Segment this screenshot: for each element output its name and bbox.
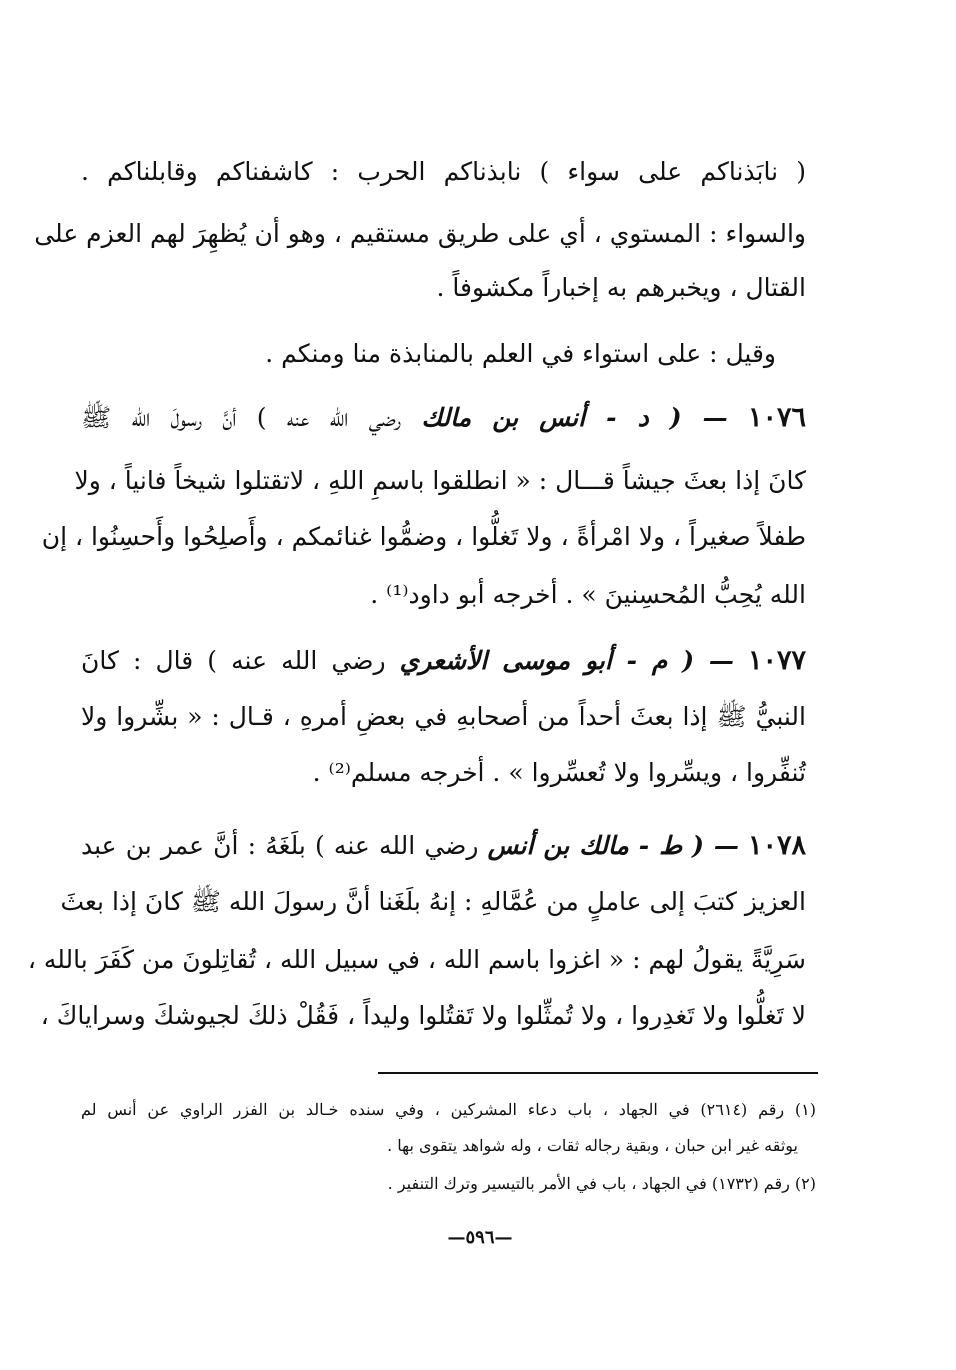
footnote-separator <box>378 1072 818 1074</box>
hadith-1076-line-3: الله يُحِبُّ المُحسِنينَ » . أخرجه أبو داود⁽¹⁾ . <box>370 580 806 609</box>
footnote-1-continued: يوثقه غير ابن حبان ، وبقية رجاله ثقات ، وله شواهد يتقوى بها . <box>387 1136 798 1155</box>
body-line-3: القتال ، ويخبرهم به إخباراً مكشوفاً . <box>436 273 806 302</box>
hadith-number: ١٠٧٧ <box>747 645 806 676</box>
body-line-2: والسواء : المستوي ، أي على طريق مستقيم ، وهو أن يُظهِرَ لهم العزم على <box>34 219 806 248</box>
hadith-text: رضي الله عنه ) قال : كانَ <box>81 646 386 675</box>
body-line-1: ( نابَذناكم على سواء ) نابذناكم الحرب : كاشفناكم وقابلناكم . <box>81 157 806 186</box>
hadith-1077-line-1: النبيُّ ﷺ إذا بعثَ أحداً من أصحابهِ في بعضِ أمرهِ ، قـال : « بشِّروا ولا <box>81 702 806 731</box>
hadith-1078-line-2: سَرِيَّةً يقولُ لهم : « اغزوا باسم الله ، في سبيل الله ، تُقاتِلونَ من كَفَرَ بالله ، <box>27 945 806 974</box>
hadith-source: — ( م - أبو موسى الأشعري <box>399 646 734 675</box>
hadith-1078-line-1: العزيز كتبَ إلى عاملٍ من عُمَّالهِ : إنهُ بلَغَنا أنَّ رسولَ الله ﷺ كانَ إذا بعثَ <box>60 887 806 916</box>
body-line-4: وقيل : على استواء في العلم بالمنابذة منا ومنكم . <box>265 339 776 368</box>
hadith-1078-heading <box>81 826 806 866</box>
hadith-text: رضي الله عنه ) بلَغَهُ : أنَّ عمر بن عبد <box>81 831 479 860</box>
hadith-1076-heading <box>81 398 806 438</box>
footnote-1: (١) رقم (٢٦١٤) في الجهاد ، باب دعاء المشركين ، وفي سنده خـالد بن الفزر الراوي عن أنس لم <box>81 1100 816 1119</box>
hadith-1077-line-2: تُنفِّروا ، ويسِّروا ولا تُعسِّروا » . أخرجه مسلم⁽²⁾ . <box>312 758 806 787</box>
footnote-2: (٢) رقم (١٧٣٢) في الجهاد ، باب في الأمر بالتيسير وترك التنفير . <box>387 1174 816 1193</box>
hadith-1078-line-3: لا تَغلُّوا ولا تَغدِروا ، ولا تُمثِّلوا ولا تَقتُلوا وليداً ، فَقُلْ ذلكَ لجيوشكَ وسراياكَ ، <box>40 1001 806 1030</box>
hadith-source: — ( ط - مالك بن أنس <box>487 831 739 860</box>
page-number: —٥٩٦— <box>447 1227 513 1248</box>
hadith-number: ١٠٧٨ <box>748 830 807 861</box>
hadith-number: ١٠٧٦ <box>747 402 806 433</box>
hadith-1077-heading <box>81 641 806 681</box>
hadith-1076-line-2: طفلاً صغيراً ، ولا امْرأةً ، ولا تَغلُّوا ، وضمُّوا غنائمكم ، وأَصلِحُوا وأَحسِنُوا ، إن <box>41 522 806 551</box>
hadith-1076-line-1: كانَ إذا بعثَ جيشاً قـــال : « انطلقوا باسمِ اللهِ ، لاتقتلوا شيخاً فانياً ، ولا <box>74 466 806 495</box>
hadith-source: — ( د - أنس بن مالك <box>421 403 728 432</box>
hadith-text: رضي الله عنه ) أنَّ رسولَ الله ﷺ <box>81 403 402 432</box>
